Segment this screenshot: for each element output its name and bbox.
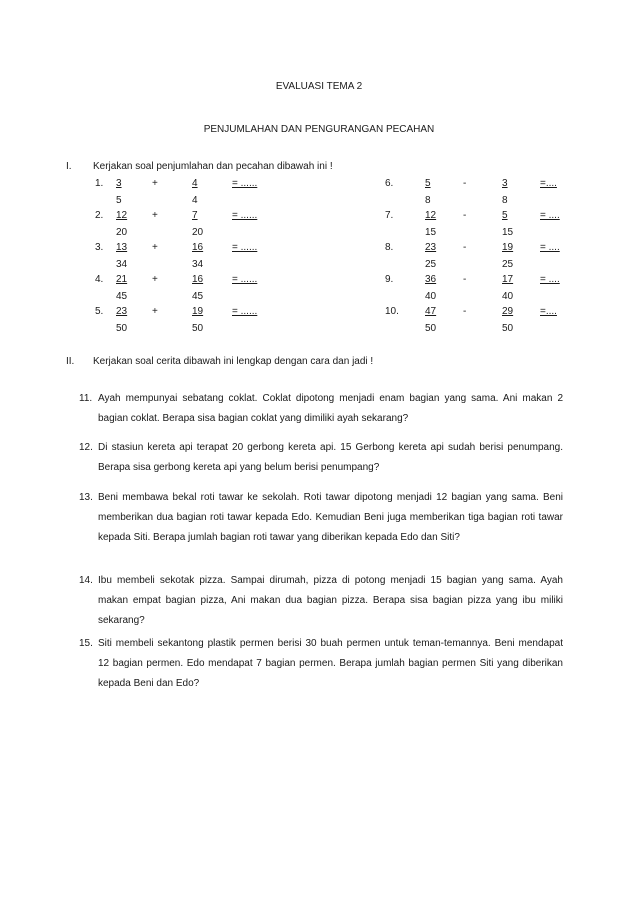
fraction-1-denominator: 20 bbox=[116, 227, 128, 238]
story-question: Beni membawa bekal roti tawar ke sekolah. Roti tawar dipotong menjadi 12 bagian yang sama. Beni memberikan dua bagian roti tawar kepada Edo. Kemudian Beni juga memberikan tiga bagian roti tawar kepada Siti. Berapa jumlah bagian roti tawar yang diberikan kepada Edo dan Siti? bbox=[98, 492, 563, 543]
fraction-2-denominator: 45 bbox=[192, 291, 204, 302]
fraction-2-numerator: 4 bbox=[192, 178, 198, 189]
answer-blank: = .... bbox=[540, 242, 560, 253]
answer-blank: =.... bbox=[540, 306, 557, 317]
operator-sign: - bbox=[463, 210, 467, 221]
fraction-2-numerator: 5 bbox=[502, 210, 508, 221]
story-question: Di stasiun kereta api terapat 20 gerbong kereta api. 15 Gerbong kereta api sudah berisi penumpang. Berapa sisa gerbong kereta api yang belum berisi penumpang? bbox=[98, 442, 563, 473]
operator-sign: + bbox=[152, 306, 158, 317]
page-title: EVALUASI TEMA 2 bbox=[275, 81, 363, 92]
fraction-2-denominator: 20 bbox=[192, 227, 204, 238]
fraction-1-numerator: 3 bbox=[116, 178, 122, 189]
operator-sign: + bbox=[152, 242, 158, 253]
fraction-1-numerator: 23 bbox=[425, 242, 437, 253]
fraction-1-denominator: 50 bbox=[425, 323, 437, 334]
fraction-1-numerator: 47 bbox=[425, 306, 437, 317]
fraction-1-numerator: 5 bbox=[425, 178, 431, 189]
fraction-1-denominator: 15 bbox=[425, 227, 437, 238]
story-question: Ayah mempunyai sebatang coklat. Coklat dipotong menjadi enam bagian yang sama. Ani makan 2 bagian coklat. Berapa sisa bagian coklat yang dimiliki ayah sekarang? bbox=[98, 393, 563, 424]
fraction-2-denominator: 50 bbox=[502, 323, 514, 334]
problem-number: 2. bbox=[95, 210, 104, 221]
story-question: Ibu membeli sekotak pizza. Sampai dirumah, pizza di potong menjadi 15 bagian yang sama. Ayah makan empat bagian pizza, Ani makan dua bagian pizza. Berapa sisa bagian pizza yang ibu miliki sekarang? bbox=[98, 575, 563, 626]
problem-number: 10. bbox=[385, 306, 399, 317]
fraction-2-denominator: 34 bbox=[192, 259, 204, 270]
fraction-2-denominator: 4 bbox=[192, 195, 198, 206]
section-2-label: II. bbox=[66, 356, 75, 367]
problem-number: 6. bbox=[385, 178, 394, 189]
answer-blank: = .... bbox=[540, 210, 560, 221]
problem-number: 3. bbox=[95, 242, 104, 253]
fraction-2-numerator: 29 bbox=[502, 306, 514, 317]
fraction-2-denominator: 40 bbox=[502, 291, 514, 302]
story-question: Siti membeli sekantong plastik permen berisi 30 buah permen untuk teman-temannya. Beni mendapat 12 bagian permen. Edo mendapat 7 bagian permen. Berapa jumlah bagian permen Siti yang diberikan kepada Beni dan Edo? bbox=[98, 638, 563, 689]
section-2-instruction: Kerjakan soal cerita dibawah ini lengkap dengan cara dan jadi ! bbox=[93, 356, 374, 367]
fraction-1-denominator: 5 bbox=[116, 195, 122, 206]
fraction-1-numerator: 21 bbox=[116, 274, 128, 285]
fraction-2-numerator: 7 bbox=[192, 210, 198, 221]
problem-number: 1. bbox=[95, 178, 104, 189]
fraction-1-denominator: 8 bbox=[425, 195, 431, 206]
fraction-1-numerator: 13 bbox=[116, 242, 128, 253]
problem-number: 4. bbox=[95, 274, 104, 285]
fraction-2-denominator: 50 bbox=[192, 323, 204, 334]
problem-number: 8. bbox=[385, 242, 394, 253]
page-subtitle: PENJUMLAHAN DAN PENGURANGAN PECAHAN bbox=[203, 124, 435, 135]
operator-sign: - bbox=[463, 306, 467, 317]
fraction-2-denominator: 15 bbox=[502, 227, 514, 238]
section-1-label: I. bbox=[66, 161, 72, 172]
fraction-2-denominator: 8 bbox=[502, 195, 508, 206]
fraction-1-denominator: 34 bbox=[116, 259, 128, 270]
answer-blank: = ...... bbox=[232, 210, 258, 221]
fraction-2-numerator: 16 bbox=[192, 242, 204, 253]
fraction-1-denominator: 45 bbox=[116, 291, 128, 302]
question-number: 11. bbox=[79, 393, 93, 404]
fraction-1-denominator: 40 bbox=[425, 291, 437, 302]
fraction-1-denominator: 25 bbox=[425, 259, 437, 270]
question-number: 12. bbox=[79, 442, 93, 453]
operator-sign: - bbox=[463, 178, 467, 189]
operator-sign: + bbox=[152, 210, 158, 221]
question-number: 15. bbox=[79, 638, 93, 649]
fraction-2-numerator: 3 bbox=[502, 178, 508, 189]
problem-number: 5. bbox=[95, 306, 104, 317]
operator-sign: + bbox=[152, 178, 158, 189]
answer-blank: = ...... bbox=[232, 242, 258, 253]
operator-sign: - bbox=[463, 274, 467, 285]
fraction-2-numerator: 19 bbox=[192, 306, 204, 317]
fraction-2-numerator: 19 bbox=[502, 242, 514, 253]
operator-sign: + bbox=[152, 274, 158, 285]
fraction-1-numerator: 23 bbox=[116, 306, 128, 317]
answer-blank: = .... bbox=[540, 274, 560, 285]
answer-blank: = ...... bbox=[232, 274, 258, 285]
fraction-1-numerator: 12 bbox=[425, 210, 437, 221]
question-number: 13. bbox=[79, 492, 93, 503]
fraction-2-numerator: 17 bbox=[502, 274, 514, 285]
fraction-2-denominator: 25 bbox=[502, 259, 514, 270]
fraction-1-numerator: 12 bbox=[116, 210, 128, 221]
problem-number: 9. bbox=[385, 274, 394, 285]
section-1-instruction: Kerjakan soal penjumlahan dan pecahan dibawah ini ! bbox=[93, 161, 333, 172]
answer-blank: = ...... bbox=[232, 306, 258, 317]
fraction-1-numerator: 36 bbox=[425, 274, 437, 285]
problem-number: 7. bbox=[385, 210, 394, 221]
answer-blank: =.... bbox=[540, 178, 557, 189]
answer-blank: = ...... bbox=[232, 178, 258, 189]
question-number: 14. bbox=[79, 575, 93, 586]
operator-sign: - bbox=[463, 242, 467, 253]
fraction-2-numerator: 16 bbox=[192, 274, 204, 285]
fraction-1-denominator: 50 bbox=[116, 323, 128, 334]
